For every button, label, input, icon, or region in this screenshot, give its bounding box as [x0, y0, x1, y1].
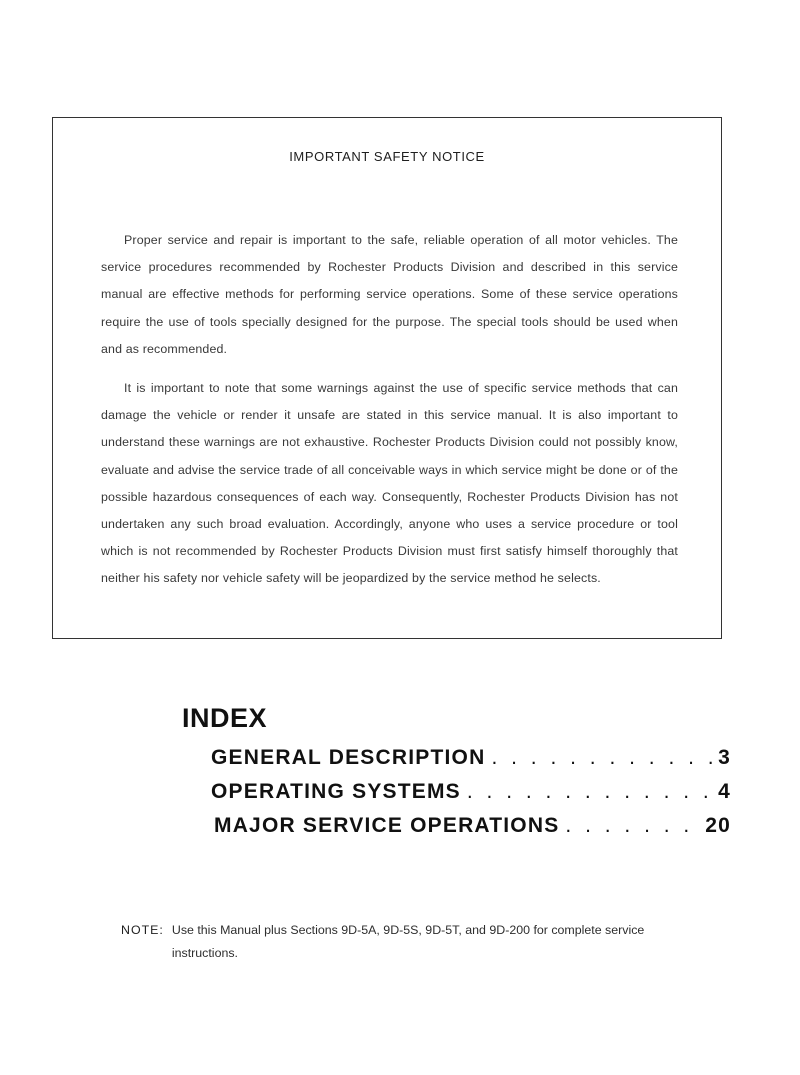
index-entry-operating-systems	[211, 780, 731, 804]
safety-notice-title: IMPORTANT SAFETY NOTICE	[289, 149, 485, 164]
index-dot-leader	[565, 814, 699, 838]
index-entry-general-description	[211, 746, 731, 770]
safety-notice-paragraph-2: It is important to note that some warnings against the use of specific service methods that can damage the vehicle or render it unsafe are stated in this service manual. It is also important to understand these warnings are not exhaustive. Rochester Products Division could not possibly know, evaluate and advise the service trade of all conceivable ways in which service might be done or of the possible hazardous consequences of each way. Consequently, Rochester Products Division has not undertaken any such broad evaluation. Accordingly, anyone who uses a service procedure or tool which is not recommended by Rochester Products Division must first satisfy himself thoroughly that neither his safety nor vehicle safety will be jeopardized by the service method he selects.	[101, 381, 678, 586]
index-entry-label: GENERAL DESCRIPTION	[211, 746, 486, 769]
index-entry-page: 4	[718, 780, 731, 803]
safety-notice-box	[52, 117, 722, 639]
note-label: NOTE:	[121, 923, 164, 937]
index-entry-page: 3	[718, 746, 731, 769]
index-entry-label: OPERATING SYSTEMS	[211, 780, 461, 803]
index-entry-label: MAJOR SERVICE OPERATIONS	[214, 814, 560, 837]
note-text: Use this Manual plus Sections 9D-5A, 9D-5S, 9D-5T, and 9D-200 for complete service instructions.	[171, 923, 645, 960]
note-block	[121, 919, 681, 965]
index-entry-page: 20	[705, 814, 731, 837]
index-dot-leader	[467, 780, 712, 804]
index-dot-leader	[491, 746, 712, 770]
index-entry-major-service-operations	[214, 814, 731, 838]
safety-notice-paragraph-1: Proper service and repair is important to the safe, reliable operation of all motor vehicles. The service procedures recommended by Rochester Products Division and described in this service manual are effective methods for performing service operations. Some of these service operations require the use of tools specially designed for the purpose. The special tools should be used when and as recommended.	[101, 233, 678, 356]
index-title: INDEX	[182, 703, 268, 733]
